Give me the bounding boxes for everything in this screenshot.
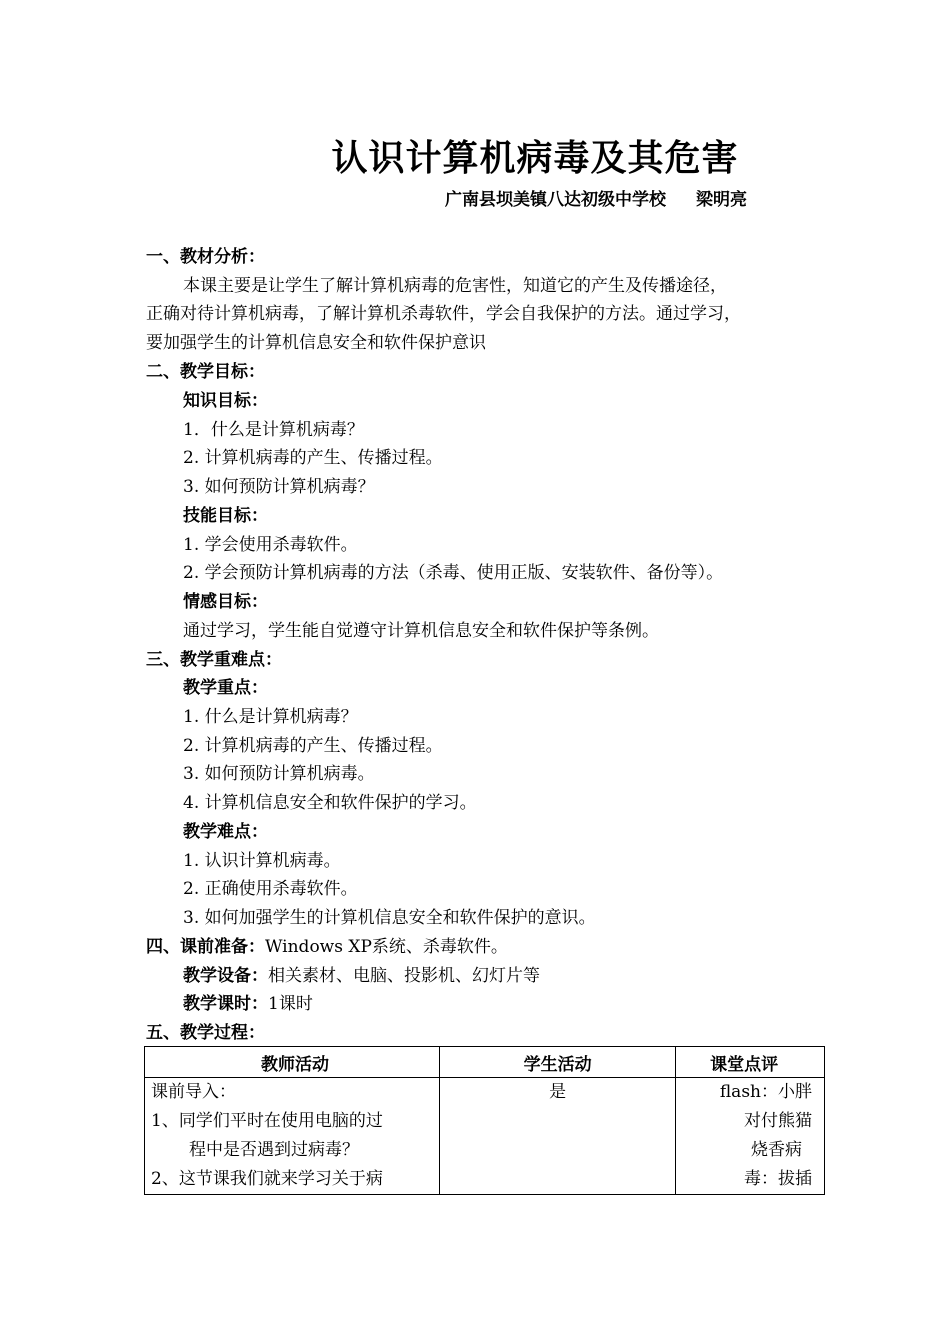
list-item: 2. 计算机病毒的产生、传播过程。 — [183, 736, 443, 756]
subheading-skill: 技能目标： — [183, 506, 268, 526]
list-item: 4. 计算机信息安全和软件保护的学习。 — [183, 793, 477, 813]
header-class-comment: 课堂点评 — [676, 1047, 825, 1078]
cell-line: 是 — [549, 1082, 567, 1102]
hours-line — [183, 992, 313, 1016]
table-row — [145, 1078, 825, 1195]
subheading-difficulties: 教学难点： — [183, 822, 268, 842]
list-item: 2. 正确使用杀毒软件。 — [183, 879, 358, 899]
equipment-label: 教学设备： — [183, 966, 268, 986]
section-heading-2: 二、教学目标： — [146, 362, 265, 382]
section-4-line — [146, 935, 508, 959]
teacher-activity-cell — [145, 1078, 440, 1195]
subheading-emotion: 情感目标： — [183, 592, 268, 612]
hours-label: 教学课时： — [183, 994, 268, 1014]
hours-value: 1课时 — [268, 994, 313, 1014]
header-teacher-activity: 教师活动 — [145, 1047, 440, 1078]
section-heading-4: 四、课前准备： — [146, 937, 265, 957]
cell-line: 毒：拔插 — [744, 1169, 812, 1189]
cell-line: flash：小胖 — [719, 1082, 812, 1102]
table-header-row — [145, 1047, 825, 1078]
teaching-process-table — [144, 1046, 825, 1195]
section-heading-1: 一、教材分析： — [146, 247, 265, 267]
cell-line: 程中是否遇到过病毒？ — [189, 1140, 359, 1160]
student-activity-cell — [439, 1078, 675, 1195]
equipment-line — [183, 964, 540, 988]
paragraph-line: 要加强学生的计算机信息安全和软件保护意识 — [146, 333, 486, 353]
list-item: 3. 如何加强学生的计算机信息安全和软件保护的意识。 — [183, 908, 596, 928]
school-name: 广南县坝美镇八达初级中学校 — [445, 190, 666, 210]
cell-line: 2、这节课我们就来学习关于病 — [151, 1169, 383, 1189]
cell-line: 课前导入： — [151, 1082, 236, 1102]
class-comment-cell — [676, 1078, 825, 1195]
paragraph-line: 本课主要是让学生了解计算机病毒的危害性，知道它的产生及传播途径， — [183, 276, 727, 296]
list-item: 1. 什么是计算机病毒？ — [183, 707, 358, 727]
subheading-key-points: 教学重点： — [183, 678, 268, 698]
equipment-value: 相关素材、电脑、投影机、幻灯片等 — [268, 966, 540, 986]
author-name: 梁明亮 — [696, 190, 747, 210]
paragraph-line: 正确对待计算机病毒，了解计算机杀毒软件，学会自我保护的方法。通过学习， — [146, 304, 741, 324]
byline — [445, 188, 747, 212]
list-item: 1. 学会使用杀毒软件。 — [183, 535, 358, 555]
section-heading-5: 五、教学过程： — [146, 1023, 265, 1043]
paragraph-line: 通过学习，学生能自觉遵守计算机信息安全和软件保护等条例。 — [183, 621, 659, 641]
section-heading-3: 三、教学重难点： — [146, 650, 282, 670]
list-item: 3. 如何预防计算机病毒？ — [183, 477, 375, 497]
list-item: 1．什么是计算机病毒？ — [183, 420, 364, 440]
cell-line: 烧香病 — [751, 1140, 802, 1160]
header-student-activity: 学生活动 — [439, 1047, 675, 1078]
subheading-knowledge: 知识目标： — [183, 391, 268, 411]
list-item: 1. 认识计算机病毒。 — [183, 851, 341, 871]
page-title: 认识计算机病毒及其危害 — [331, 138, 739, 179]
cell-line: 1、同学们平时在使用电脑的过 — [151, 1111, 383, 1131]
preparation-value: Windows XP系统、杀毒软件。 — [265, 937, 508, 957]
list-item: 2. 计算机病毒的产生、传播过程。 — [183, 448, 443, 468]
cell-line: 对付熊猫 — [744, 1111, 812, 1131]
list-item: 2. 学会预防计算机病毒的方法（杀毒、使用正版、安装软件、备份等）。 — [183, 563, 724, 583]
list-item: 3. 如何预防计算机病毒。 — [183, 764, 375, 784]
